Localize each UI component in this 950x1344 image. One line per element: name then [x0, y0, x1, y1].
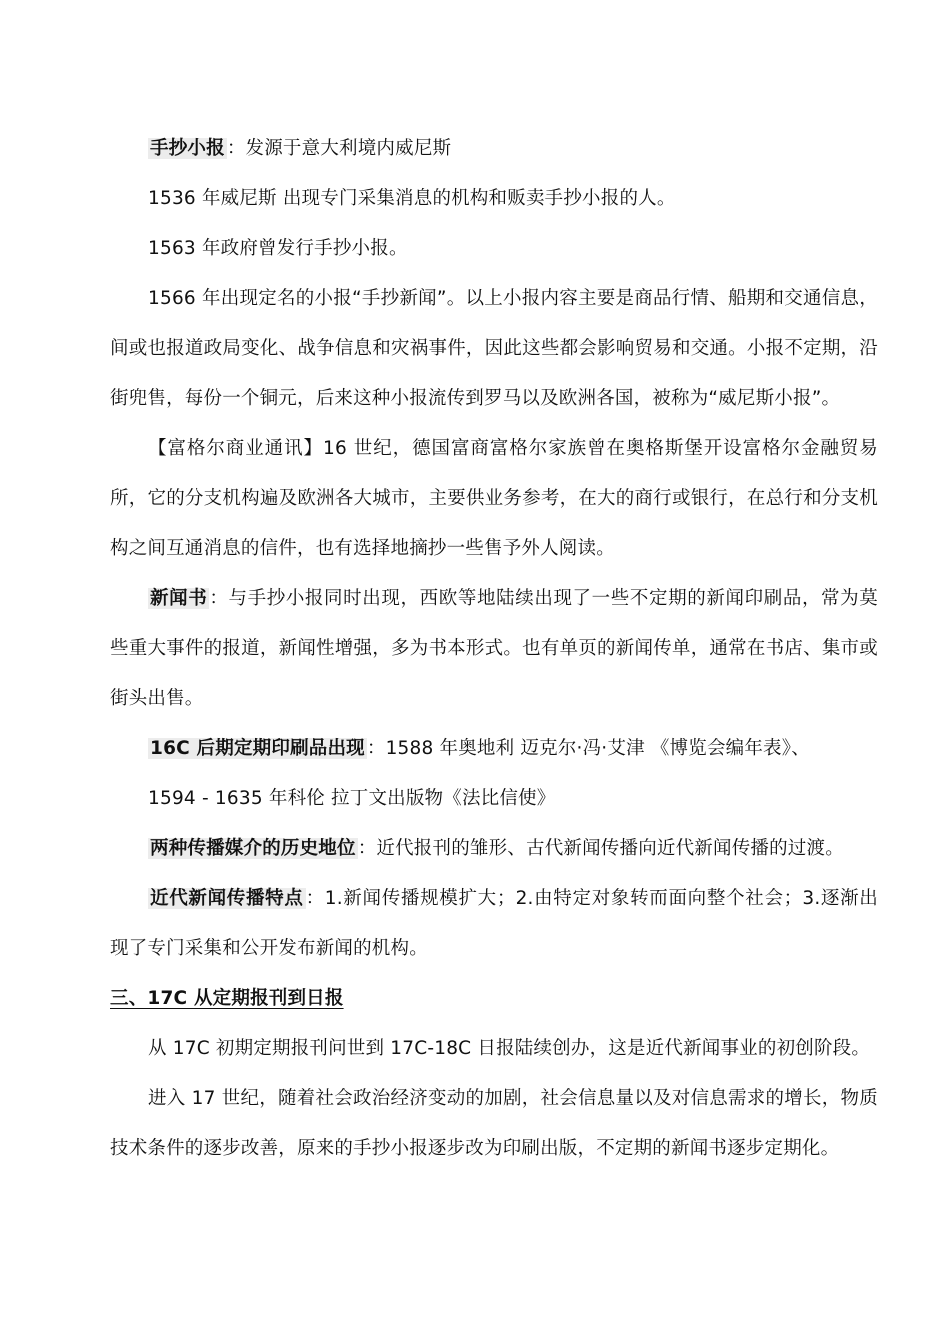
- text-historical-status: ：近代报刊的雏形、古代新闻传播向近代新闻传播的过渡。: [357, 838, 844, 859]
- text-periodicals: ：1588 年奥地利 迈克尔·冯·艾津 《博览会编年表》、: [366, 738, 810, 759]
- text-modern-features: ：1.新闻传播规模扩大；2.由特定对象转而面向整个社会；3.逐渐出现了专门采集和公开发布新闻的机构。: [110, 888, 878, 959]
- paragraph-fugger: 【富格尔商业通讯】16 世纪，德国富商富格尔家族曾在奥格斯堡开设富格尔金融贸易所，它的分支机构遍及欧洲各大城市，主要供业务参考，在大的商行或银行，在总行和分支机构之间互通消息的信件，也有选择地摘抄一些售予外人阅读。: [110, 438, 878, 559]
- paragraph-handwritten-newsletter: [110, 124, 878, 174]
- paragraph-periodicals: [110, 724, 878, 774]
- term-newsbook: 新闻书: [150, 588, 208, 609]
- paragraph-1563: 1563 年政府曾发行手抄小报。: [148, 238, 408, 259]
- paragraph-newsbook: [110, 574, 878, 724]
- paragraph-17c-intro: 从 17C 初期定期报刊问世到 17C-18C 日报陆续创办，这是近代新闻事业的初创阶段。: [148, 1038, 871, 1059]
- paragraph-1536: 1536 年威尼斯 出现专门采集消息的机构和贩卖手抄小报的人。: [148, 188, 676, 209]
- term-periodicals: 16C 后期定期印刷品出现: [150, 738, 365, 759]
- paragraph-1594: 1594 - 1635 年科伦 拉丁文出版物《法比信使》: [148, 788, 556, 809]
- term-modern-features: 近代新闻传播特点: [150, 888, 304, 909]
- paragraph-17c-development: 进入 17 世纪，随着社会政治经济变动的加剧，社会信息量以及对信息需求的增长，物质技术条件的逐步改善，原来的手抄小报逐步改为印刷出版，不定期的新闻书逐步定期化。: [110, 1088, 878, 1159]
- term-historical-status: 两种传播媒介的历史地位: [150, 838, 356, 859]
- term-handwritten-newsletter: 手抄小报: [150, 138, 225, 159]
- document-page: [110, 124, 878, 1174]
- text-newsbook: ：与手抄小报同时出现，西欧等地陆续出现了一些不定期的新闻印刷品，常为莫些重大事件的报道，新闻性增强，多为书本形式。也有单页的新闻传单，通常在书店、集市或街头出售。: [110, 588, 878, 709]
- paragraph-1566: 1566 年出现定名的小报“手抄新闻”。以上小报内容主要是商品行情、船期和交通信息，间或也报道政局变化、战争信息和灾祸事件，因此这些都会影响贸易和交通。小报不定期，沿街兜售，每份一个铜元，后来这种小报流传到罗马以及欧洲各国，被称为“威尼斯小报”。: [110, 288, 878, 409]
- paragraph-historical-status: [110, 824, 878, 874]
- paragraph-modern-features: [110, 874, 878, 974]
- section-heading-3: 三、17C 从定期报刊到日报: [110, 988, 344, 1009]
- text-handwritten-newsletter: ：发源于意大利境内威尼斯: [226, 138, 452, 159]
